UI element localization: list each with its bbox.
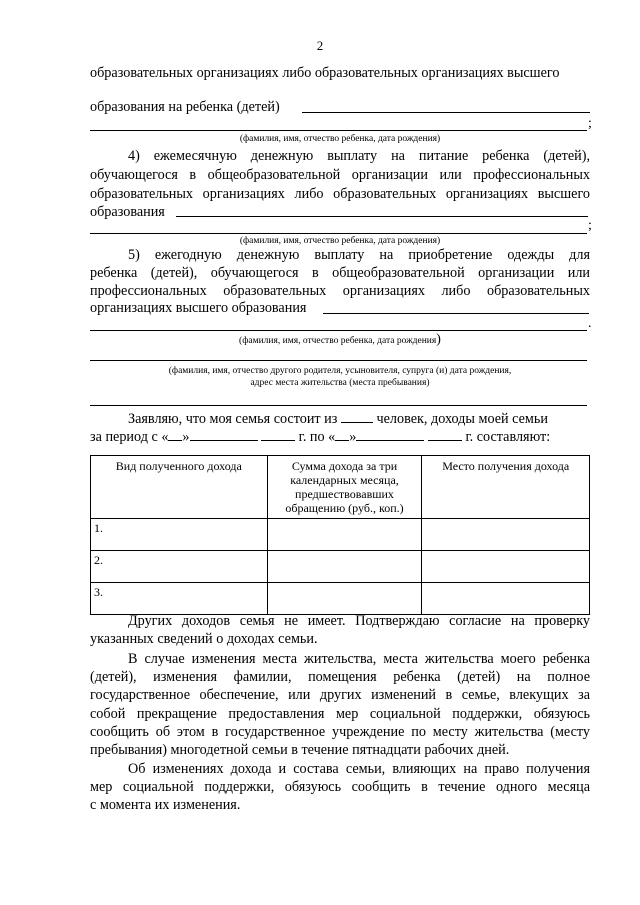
other-parent-field[interactable] <box>90 360 587 361</box>
paragraph-line: пребывания) многодетной семьи в течение пятнадцати рабочих дней. <box>90 742 510 758</box>
column-header: Вид полученного дохода <box>91 456 268 519</box>
column-header: Сумма дохода за три календарных месяца, предшествовавших обращению (руб., коп.) <box>267 456 422 519</box>
to-year-field[interactable] <box>428 428 462 441</box>
column-header: Место получения дохода <box>422 456 590 519</box>
table-row <box>91 519 590 551</box>
child-name-field-5-cont[interactable] <box>90 330 587 331</box>
family-size-field[interactable] <box>341 410 373 423</box>
field-caption: адрес места жительства (места пребывания) <box>250 378 430 388</box>
item-5-line: организациях высшего образования <box>90 300 307 316</box>
child-name-field-4-cont[interactable] <box>90 233 587 234</box>
to-day-field[interactable] <box>335 428 349 441</box>
period: . <box>588 316 592 331</box>
item-4-line: 4) ежемесячную денежную выплату на питание ребенка (детей), <box>128 148 590 164</box>
paragraph-line: сообщить об этом в государственное учреждение по месту жительства (месту <box>90 724 590 740</box>
item-5-line: профессиональных образовательных организациях либо образовательных <box>90 283 590 299</box>
row-number[interactable]: 3. <box>91 583 268 615</box>
to-month-field[interactable] <box>356 428 424 441</box>
item-4-line: обучающегося в общеобразовательной организации или профессиональных <box>90 167 590 183</box>
row-number[interactable]: 1. <box>91 519 268 551</box>
page-number: 2 <box>316 38 324 53</box>
income-amount-cell[interactable] <box>267 551 422 583</box>
item-5-line: ребенка (детей), обучающегося в общеобразовательной организации или <box>90 265 590 281</box>
child-name-field-5[interactable] <box>323 313 589 314</box>
field-caption: (фамилия, имя, отчество ребенка, дата рождения) <box>239 134 441 144</box>
table-row <box>91 551 590 583</box>
paragraph-line: мер социальной поддержки, обязуюсь сообщить в течение одного месяца <box>90 779 590 795</box>
child-name-field-cont[interactable] <box>90 130 587 131</box>
field-caption: (фамилия, имя, отчество ребенка, дата рождения) <box>239 332 441 347</box>
paragraph-line: с момента их изменения. <box>90 797 241 813</box>
child-name-field[interactable] <box>302 112 590 113</box>
declaration-line: Заявляю, что моя семья состоит из человек, доходы моей семьи <box>128 411 548 427</box>
income-table <box>90 455 590 615</box>
paragraph-line: государственное обеспечение, или других изменений в семье, влекущих за <box>90 687 590 703</box>
text-line: образовательных организациях либо образовательных организациях высшего <box>90 65 560 81</box>
table-row <box>91 583 590 615</box>
income-amount-cell[interactable] <box>267 583 422 615</box>
income-place-cell[interactable] <box>422 583 590 615</box>
income-amount-cell[interactable] <box>267 519 422 551</box>
semicolon: ; <box>588 218 592 233</box>
paragraph-line: Об изменениях дохода и состава семьи, влияющих на право получения <box>128 761 590 777</box>
semicolon: ; <box>588 116 592 131</box>
field-caption: (фамилия, имя, отчество ребенка, дата рождения) <box>239 236 441 246</box>
field-caption: (фамилия, имя, отчество другого родителя, усыновителя, супруга (и) дата рождения, <box>168 366 512 376</box>
table-header-row <box>91 456 590 519</box>
income-place-cell[interactable] <box>422 551 590 583</box>
paragraph-line: указанных сведений о доходах семьи. <box>90 631 318 647</box>
from-year-field[interactable] <box>261 428 295 441</box>
item-4-line: образовательных организациях либо образовательных организациях высшего <box>90 186 590 202</box>
paragraph-line: Других доходов семья не имеет. Подтверждаю согласие на проверку <box>128 613 590 629</box>
row-number[interactable]: 2. <box>91 551 268 583</box>
paragraph-line: (детей), изменения фамилии, помещения ребенка (детей) на полное <box>90 669 590 685</box>
child-name-field-4[interactable] <box>176 216 588 217</box>
address-field[interactable] <box>90 405 587 406</box>
text-line: образования на ребенка (детей) <box>90 99 280 115</box>
from-day-field[interactable] <box>168 428 182 441</box>
declaration-line: за период с « » г. по « » г. составляют: <box>90 429 551 445</box>
paragraph-line: собой прекращение предоставления мер социальной поддержки, обязуюсь <box>90 706 590 722</box>
from-month-field[interactable] <box>190 428 258 441</box>
item-4-line: образования <box>90 204 165 220</box>
item-5-line: 5) ежегодную денежную выплату на приобретение одежды для <box>128 247 590 263</box>
paragraph-line: В случае изменения места жительства, места жительства моего ребенка <box>128 651 590 667</box>
income-place-cell[interactable] <box>422 519 590 551</box>
